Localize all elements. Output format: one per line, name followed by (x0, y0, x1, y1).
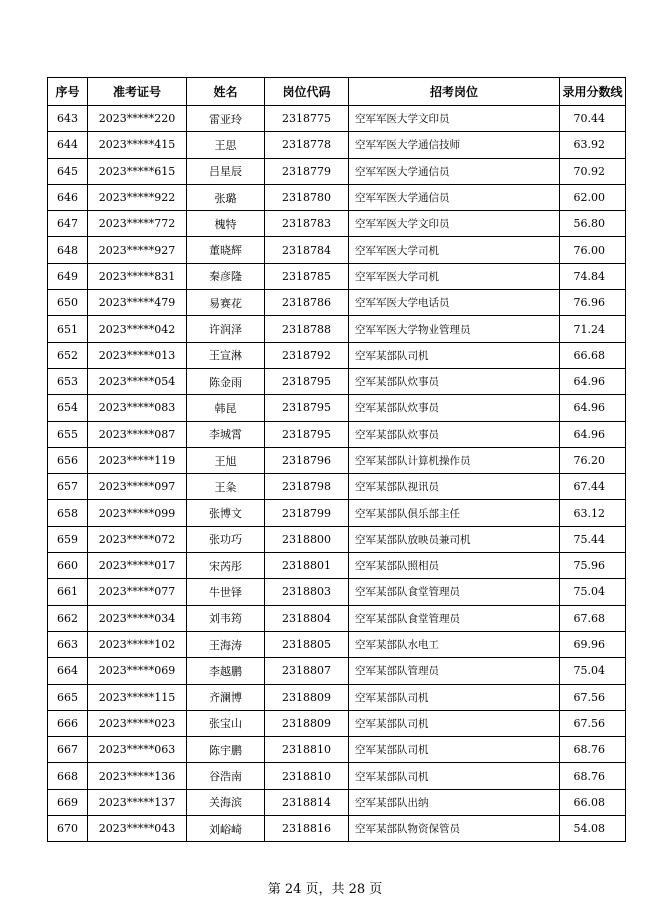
cell-seq: 665 (48, 684, 88, 710)
table-row (48, 605, 626, 631)
cell-score: 67.56 (560, 684, 626, 710)
cell-exam-id: 2023*****063 (88, 737, 187, 763)
table-row (48, 158, 626, 184)
cell-post: 空军某部队司机 (349, 710, 560, 736)
cell-post-code: 2318784 (265, 237, 349, 263)
table-body (48, 106, 626, 842)
cell-post-code: 2318804 (265, 605, 349, 631)
cell-seq: 654 (48, 395, 88, 421)
cell-name: 张功巧 (187, 526, 265, 552)
cell-seq: 646 (48, 184, 88, 210)
table-row (48, 106, 626, 132)
cell-post: 空军某部队放映员兼司机 (349, 526, 560, 552)
cell-seq: 650 (48, 290, 88, 316)
cell-name: 秦彦隆 (187, 263, 265, 289)
table-row (48, 474, 626, 500)
table-row (48, 553, 626, 579)
cell-seq: 651 (48, 316, 88, 342)
cell-seq: 660 (48, 553, 88, 579)
cell-name: 宋芮彤 (187, 553, 265, 579)
cell-post: 空军某部队炊事员 (349, 395, 560, 421)
header-post: 招考岗位 (349, 78, 560, 106)
cell-exam-id: 2023*****087 (88, 421, 187, 447)
header-row (48, 78, 626, 106)
cell-post: 空军军医大学通信技师 (349, 132, 560, 158)
cell-seq: 657 (48, 474, 88, 500)
table-row (48, 132, 626, 158)
cell-exam-id: 2023*****831 (88, 263, 187, 289)
cell-post-code: 2318810 (265, 763, 349, 789)
cell-post-code: 2318807 (265, 658, 349, 684)
cell-post: 空军某部队物资保管员 (349, 816, 560, 842)
cell-post: 空军某部队司机 (349, 737, 560, 763)
cell-post: 空军某部队炊事员 (349, 421, 560, 447)
cell-seq: 644 (48, 132, 88, 158)
cell-post: 空军某部队俱乐部主任 (349, 500, 560, 526)
cell-post-code: 2318800 (265, 526, 349, 552)
cell-post: 空军军医大学文印员 (349, 211, 560, 237)
cell-seq: 658 (48, 500, 88, 526)
header-exam-id: 准考证号 (88, 78, 187, 106)
cell-post-code: 2318799 (265, 500, 349, 526)
cell-seq: 659 (48, 526, 88, 552)
cell-score: 66.08 (560, 789, 626, 815)
cell-name: 王思 (187, 132, 265, 158)
header-score: 录用分数线 (560, 78, 626, 106)
cell-seq: 663 (48, 631, 88, 657)
cell-exam-id: 2023*****115 (88, 684, 187, 710)
admission-score-table (47, 77, 626, 842)
cell-post: 空军某部队水电工 (349, 631, 560, 657)
cell-post-code: 2318785 (265, 263, 349, 289)
cell-post-code: 2318796 (265, 447, 349, 473)
cell-name: 槐特 (187, 211, 265, 237)
cell-post-code: 2318798 (265, 474, 349, 500)
page-footer: 第 24 页，共 28 页 (267, 882, 383, 897)
cell-post-code: 2318783 (265, 211, 349, 237)
cell-post-code: 2318801 (265, 553, 349, 579)
cell-score: 69.96 (560, 631, 626, 657)
cell-exam-id: 2023*****119 (88, 447, 187, 473)
table-row (48, 763, 626, 789)
table-row (48, 579, 626, 605)
cell-post-code: 2318795 (265, 421, 349, 447)
cell-seq: 669 (48, 789, 88, 815)
table-row (48, 658, 626, 684)
cell-post: 空军某部队管理员 (349, 658, 560, 684)
cell-exam-id: 2023*****097 (88, 474, 187, 500)
table-row (48, 368, 626, 394)
cell-score: 74.84 (560, 263, 626, 289)
cell-name: 雷亚玲 (187, 106, 265, 132)
cell-exam-id: 2023*****415 (88, 132, 187, 158)
cell-score: 64.96 (560, 395, 626, 421)
cell-exam-id: 2023*****069 (88, 658, 187, 684)
cell-post-code: 2318792 (265, 342, 349, 368)
cell-post: 空军军医大学通信员 (349, 158, 560, 184)
cell-seq: 661 (48, 579, 88, 605)
cell-post-code: 2318778 (265, 132, 349, 158)
table-row (48, 316, 626, 342)
table-row (48, 710, 626, 736)
table-row (48, 631, 626, 657)
cell-post: 空军军医大学电话员 (349, 290, 560, 316)
cell-name: 董晓辉 (187, 237, 265, 263)
cell-name: 齐澜博 (187, 684, 265, 710)
cell-name: 陈金雨 (187, 368, 265, 394)
cell-name: 关海滨 (187, 789, 265, 815)
cell-exam-id: 2023*****083 (88, 395, 187, 421)
cell-exam-id: 2023*****023 (88, 710, 187, 736)
table-row (48, 684, 626, 710)
table-row (48, 395, 626, 421)
cell-post: 空军某部队食堂管理员 (349, 605, 560, 631)
cell-exam-id: 2023*****136 (88, 763, 187, 789)
header-post-code: 岗位代码 (265, 78, 349, 106)
cell-exam-id: 2023*****017 (88, 553, 187, 579)
cell-exam-id: 2023*****034 (88, 605, 187, 631)
cell-score: 70.44 (560, 106, 626, 132)
cell-post-code: 2318795 (265, 395, 349, 421)
cell-score: 75.04 (560, 579, 626, 605)
cell-post-code: 2318795 (265, 368, 349, 394)
cell-exam-id: 2023*****102 (88, 631, 187, 657)
cell-score: 71.24 (560, 316, 626, 342)
cell-post-code: 2318788 (265, 316, 349, 342)
cell-name: 吕星辰 (187, 158, 265, 184)
cell-post-code: 2318779 (265, 158, 349, 184)
cell-exam-id: 2023*****927 (88, 237, 187, 263)
table-row (48, 816, 626, 842)
cell-exam-id: 2023*****072 (88, 526, 187, 552)
table-row (48, 184, 626, 210)
cell-post: 空军某部队司机 (349, 342, 560, 368)
cell-name: 张博文 (187, 500, 265, 526)
cell-exam-id: 2023*****220 (88, 106, 187, 132)
table-row (48, 447, 626, 473)
cell-post: 空军某部队司机 (349, 684, 560, 710)
cell-score: 67.56 (560, 710, 626, 736)
table-row (48, 500, 626, 526)
cell-seq: 668 (48, 763, 88, 789)
header-seq: 序号 (48, 78, 88, 106)
cell-seq: 652 (48, 342, 88, 368)
cell-seq: 656 (48, 447, 88, 473)
table-row (48, 526, 626, 552)
cell-name: 王旭 (187, 447, 265, 473)
cell-score: 75.44 (560, 526, 626, 552)
cell-post-code: 2318775 (265, 106, 349, 132)
table-row (48, 237, 626, 263)
cell-exam-id: 2023*****077 (88, 579, 187, 605)
cell-name: 张璐 (187, 184, 265, 210)
cell-post-code: 2318809 (265, 684, 349, 710)
cell-post-code: 2318809 (265, 710, 349, 736)
table-row (48, 421, 626, 447)
cell-seq: 655 (48, 421, 88, 447)
cell-score: 54.08 (560, 816, 626, 842)
table-header (48, 78, 626, 106)
cell-score: 70.92 (560, 158, 626, 184)
cell-name: 王海涛 (187, 631, 265, 657)
cell-post: 空军军医大学通信员 (349, 184, 560, 210)
cell-exam-id: 2023*****054 (88, 368, 187, 394)
cell-name: 许润泽 (187, 316, 265, 342)
cell-name: 韩昆 (187, 395, 265, 421)
cell-post: 空军某部队照相员 (349, 553, 560, 579)
cell-name: 王粂 (187, 474, 265, 500)
cell-score: 66.68 (560, 342, 626, 368)
cell-seq: 647 (48, 211, 88, 237)
cell-seq: 649 (48, 263, 88, 289)
cell-score: 63.92 (560, 132, 626, 158)
table-row (48, 342, 626, 368)
cell-post: 空军某部队食堂管理员 (349, 579, 560, 605)
cell-name: 李越鹏 (187, 658, 265, 684)
cell-post-code: 2318814 (265, 789, 349, 815)
table-row (48, 211, 626, 237)
cell-post-code: 2318786 (265, 290, 349, 316)
cell-seq: 662 (48, 605, 88, 631)
cell-score: 76.00 (560, 237, 626, 263)
cell-seq: 666 (48, 710, 88, 736)
cell-name: 李城霄 (187, 421, 265, 447)
cell-exam-id: 2023*****013 (88, 342, 187, 368)
cell-post: 空军军医大学文印员 (349, 106, 560, 132)
cell-seq: 664 (48, 658, 88, 684)
cell-name: 王宣淋 (187, 342, 265, 368)
cell-post: 空军某部队出纳 (349, 789, 560, 815)
cell-seq: 653 (48, 368, 88, 394)
cell-exam-id: 2023*****479 (88, 290, 187, 316)
cell-seq: 645 (48, 158, 88, 184)
cell-seq: 648 (48, 237, 88, 263)
cell-post-code: 2318816 (265, 816, 349, 842)
table-row (48, 737, 626, 763)
cell-exam-id: 2023*****099 (88, 500, 187, 526)
cell-exam-id: 2023*****922 (88, 184, 187, 210)
cell-score: 67.68 (560, 605, 626, 631)
cell-name: 刘韦筠 (187, 605, 265, 631)
cell-name: 易赛花 (187, 290, 265, 316)
cell-score: 64.96 (560, 368, 626, 394)
cell-score: 76.96 (560, 290, 626, 316)
cell-exam-id: 2023*****043 (88, 816, 187, 842)
cell-post: 空军军医大学司机 (349, 237, 560, 263)
cell-name: 陈宇鹏 (187, 737, 265, 763)
table-row (48, 263, 626, 289)
cell-score: 68.76 (560, 763, 626, 789)
cell-post: 空军军医大学司机 (349, 263, 560, 289)
cell-score: 75.96 (560, 553, 626, 579)
cell-exam-id: 2023*****615 (88, 158, 187, 184)
cell-seq: 643 (48, 106, 88, 132)
cell-exam-id: 2023*****137 (88, 789, 187, 815)
cell-name: 张宝山 (187, 710, 265, 736)
cell-score: 56.80 (560, 211, 626, 237)
cell-name: 谷浩南 (187, 763, 265, 789)
cell-post-code: 2318803 (265, 579, 349, 605)
cell-score: 76.20 (560, 447, 626, 473)
cell-score: 67.44 (560, 474, 626, 500)
cell-seq: 670 (48, 816, 88, 842)
cell-post-code: 2318805 (265, 631, 349, 657)
header-name: 姓名 (187, 78, 265, 106)
cell-seq: 667 (48, 737, 88, 763)
cell-name: 牛世铎 (187, 579, 265, 605)
cell-post: 空军某部队计算机操作员 (349, 447, 560, 473)
cell-post: 空军某部队司机 (349, 763, 560, 789)
cell-post-code: 2318810 (265, 737, 349, 763)
cell-score: 68.76 (560, 737, 626, 763)
cell-post-code: 2318780 (265, 184, 349, 210)
cell-name: 刘峪崎 (187, 816, 265, 842)
cell-post: 空军军医大学物业管理员 (349, 316, 560, 342)
cell-score: 64.96 (560, 421, 626, 447)
cell-score: 75.04 (560, 658, 626, 684)
cell-score: 63.12 (560, 500, 626, 526)
cell-post: 空军某部队炊事员 (349, 368, 560, 394)
table-row (48, 789, 626, 815)
table-row (48, 290, 626, 316)
cell-score: 62.00 (560, 184, 626, 210)
cell-exam-id: 2023*****042 (88, 316, 187, 342)
cell-exam-id: 2023*****772 (88, 211, 187, 237)
cell-post: 空军某部队视讯员 (349, 474, 560, 500)
